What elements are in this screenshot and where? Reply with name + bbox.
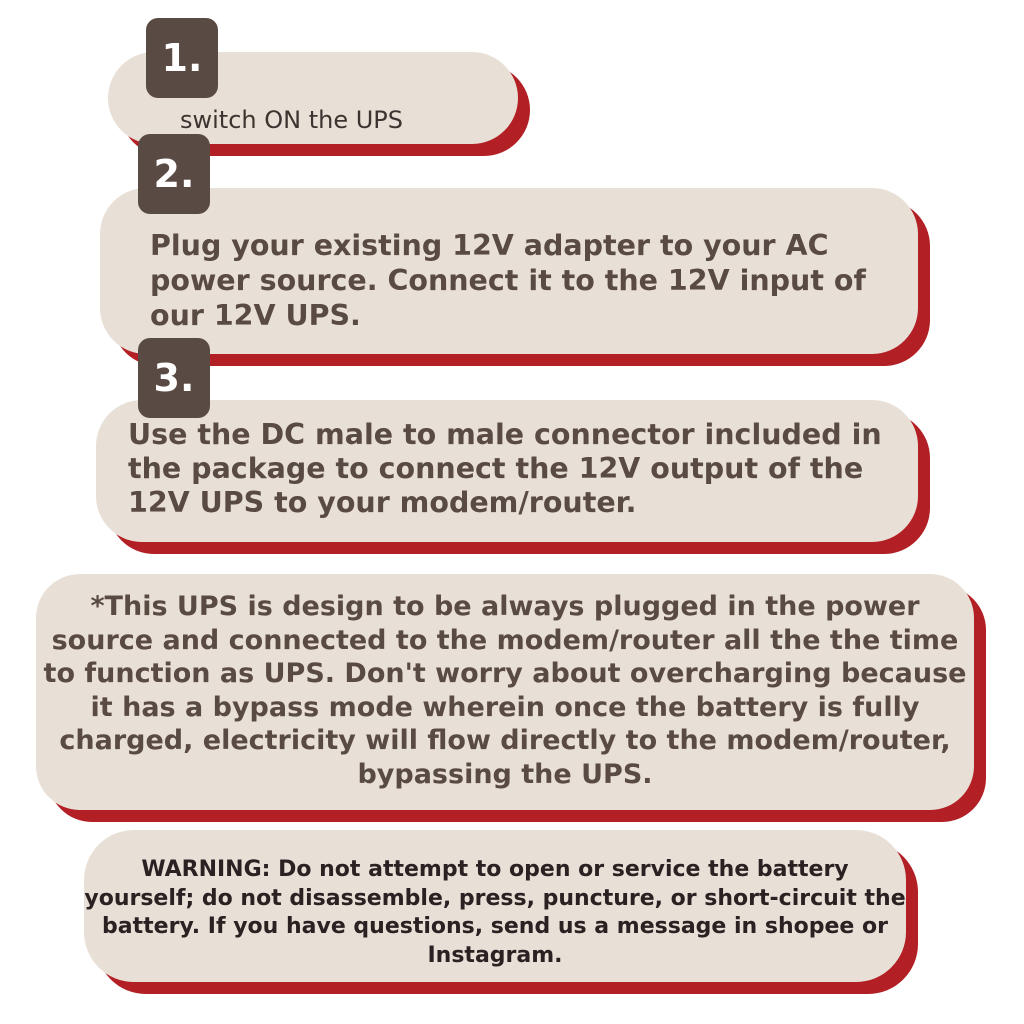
warning-text: WARNING: Do not attempt to open or service the battery yourself; do not disassemble, press, puncture, or short-circuit the battery. If you have questions, send us a message in shopee or Instagram. [84, 857, 906, 968]
step-1-text: switch ON the UPS [180, 106, 404, 134]
step-3-text: Use the DC male to male connector included in the package to connect the 12V output of the 12V UPS to your modem/router. [128, 418, 882, 519]
step-2-text: Plug your existing 12V adapter to your AC power source. Connect it to the 12V input of our 12V UPS. [150, 229, 866, 332]
step-3-card [96, 400, 918, 542]
step-2-card [100, 188, 918, 354]
note-card [36, 574, 974, 810]
step-1-number-badge: 1. [146, 18, 218, 98]
step-2-number-badge: 2. [138, 134, 210, 214]
warning-card [84, 830, 906, 982]
step-3-number-badge: 3. [138, 338, 210, 418]
note-text: *This UPS is design to be always plugged in the power source and connected to the modem/router all the the time to function as UPS. Don't worry about overcharging because it has a bypass mode wherein once the battery is fully charged, electricity will flow directly to the modem/router, bypassing the UPS. [43, 591, 967, 790]
